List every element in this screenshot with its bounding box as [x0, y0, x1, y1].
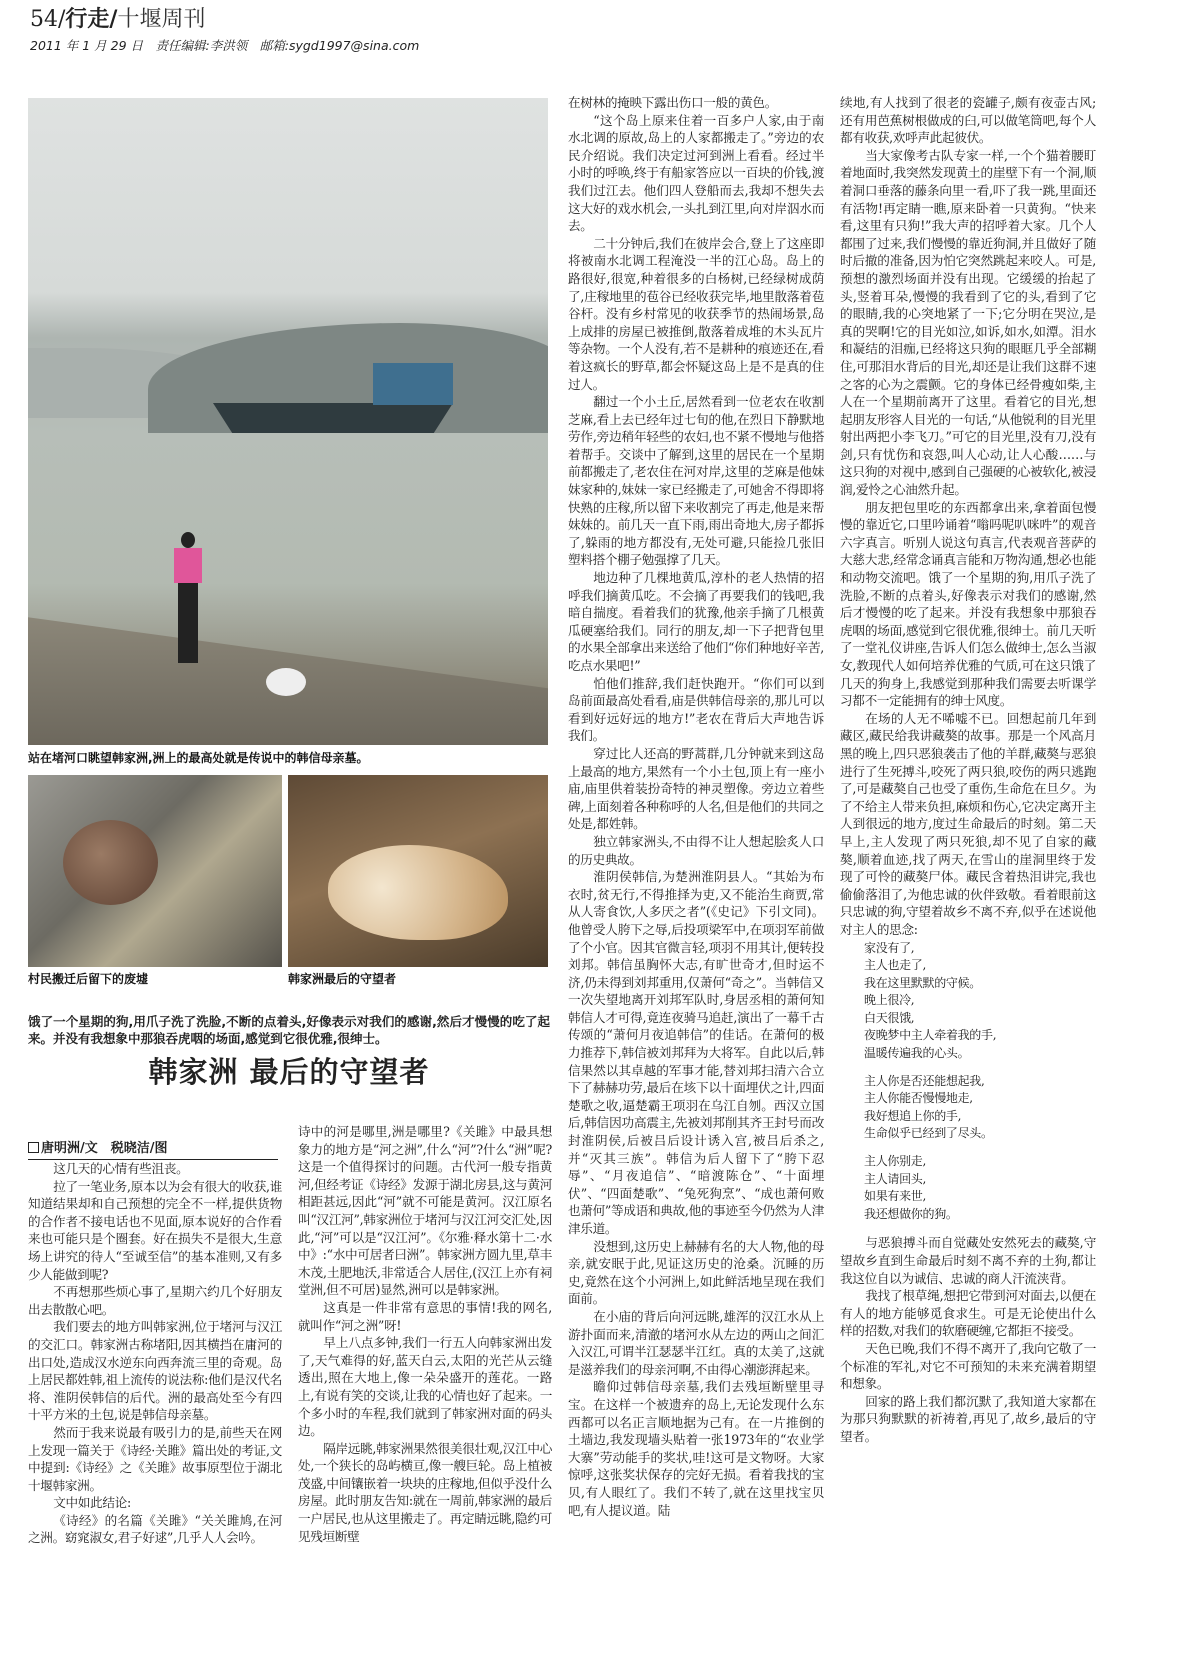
dog-photo [288, 775, 548, 967]
paragraph: 《诗经》的名篇《关雎》“关关雎鸠,在河之洲。窈窕淑女,君子好逑”,几乎人人会吟。 [28, 1512, 282, 1546]
paragraph: 然而于我来说最有吸引力的是,前些天在网上发现一篇关于《诗经·关雎》篇出处的考证,文中提到:《诗经》之《关雎》故事原型位于湖北十堰韩家洲。 [28, 1424, 282, 1493]
paragraph: 与恶狼搏斗而自觉藏处安然死去的藏獒,守望故乡直到生命最后时刻不离不弃的土狗,都让我这位自以为诚信、忠诚的商人汗流浃背。 [840, 1235, 1096, 1286]
column-3 [568, 94, 824, 1519]
paragraph: 二十分钟后,我们在彼岸会合,登上了这座即将被南水北调工程淹没一半的江心岛。岛上的路很好,很宽,种着很多的白杨树,已经绿树成荫了,庄稼地里的苞谷已经收获完毕,地里散落着苞谷杆。没有乡村常见的收获季节的热闹场景,岛上成排的房屋已被推倒,散落着成堆的木头瓦片等杂物。一个人没有,若不是耕种的痕迹还在,看着这疯长的野草,都会怀疑这岛上是不是真的住过人。 [568, 235, 824, 392]
paragraph: “这个岛上原来住着一百多户人家,由于南水北调的原故,岛上的人家都搬走了。”旁边的农民介绍说。我们决定过河到洲上看看。经过半小时的呼唤,终于有船家答应以一百块的价钱,渡我们过江去。他们四人登船而去,我却不想失去这大好的戏水机会,一头扎到江里,向对岸泅水而去。 [568, 112, 824, 234]
poem-line: 温暖传遍我的心头。 [864, 1046, 970, 1061]
paragraph: 翻过一个小土丘,居然看到一位老农在收割芝麻,看上去已经年过七旬的他,在烈日下静默地劳作,旁边稍年轻些的农妇,也不紧不慢地与他搭着帮手。交谈中了解到,这里的居民在一个星期前都搬走了,老农住在河对岸,这里的芝麻是他妹妹家种的,妹妹一家已经搬走了,可她舍不得即将快熟的庄稼,所以留下来收割完了再走,他是来帮妹妹的。前几天一直下雨,雨出奇地大,房子都拆了,躲雨的地方都没有,无处可避,只能捡几张旧塑料搭个棚子勉强撑了几天。 [568, 394, 824, 568]
poem-line: 家没有了, [864, 940, 915, 955]
byline-box-icon [28, 1142, 39, 1153]
section-name: 行走 [65, 6, 110, 32]
paragraph: 怕他们推辞,我们赶快跑开。“你们可以到岛前面最高处看看,庙是供韩信母亲的,那儿可以看到好远好远的地方!”老农在背后大声地告诉我们。 [568, 675, 824, 744]
ruins-caption: 村民搬迁后留下的废墟 [28, 972, 149, 986]
page-header [30, 2, 205, 33]
poem-line: 主人请回头, [864, 1171, 927, 1186]
paragraph: 在小庙的背后向河远眺,雄浑的汉江水从上游扑面而来,清澈的堵河水从左边的两山之间汇入汉江,可谓半江瑟瑟半江红。真的太美了,这就是滋养我们的母亲河啊,不由得心潮澎湃起来。 [568, 1308, 824, 1377]
poem-line: 我在这里默默的守候。 [864, 975, 982, 990]
poem-line: 主人你别走, [864, 1154, 927, 1169]
paragraph: 瞻仰过韩信母亲墓,我们去残垣断壁里寻宝。在这样一个被遗弃的岛上,无论发现什么东西都可以名正言顺地据为己有。在一片推倒的土墙边,我发现墙头贴着一张1973年的“农业学大寨”劳动能手的奖状,哇!这可是文物呀。大家惊呼,这张奖状保存的完好无损。看着我找的宝贝,有人眼红了。我们不转了,就在这里找宝贝吧,有人提议道。陆 [568, 1379, 824, 1518]
byline-text: 唐明洲/文 税晓洁/图 [41, 1141, 168, 1156]
paragraph: 续地,有人找到了很老的瓷罐子,颇有夜壶古风;还有用芭蕉树根做成的臼,可以做笔筒吧,每个人都有收获,欢呼声此起彼伏。 [840, 95, 1096, 146]
boat-cabin [373, 363, 453, 405]
separator: / [109, 6, 118, 32]
paragraph: 这几天的心情有些沮丧。 [53, 1161, 189, 1176]
paragraph: 不再想那些烦心事了,星期六约几个好朋友出去散散心吧。 [28, 1284, 282, 1317]
poem [864, 940, 1096, 1234]
article-lead: 饿了一个星期的狗,用爪子洗了洗脸,不断的点着头,好像表示对我们的感谢,然后才慢慢的吃了起来。并没有我想象中那狼吞虎咽的场面,感觉到它很优雅,很绅士。 [28, 1014, 550, 1046]
poem-line: 我还想做你的狗。 [864, 1206, 958, 1221]
boat [213, 403, 453, 433]
paragraph: 诗中的河是哪里,洲是哪里?《关雎》中最具想象力的地方是“河之洲”,什么“河”?什么“洲”呢?这是一个值得探讨的问题。古代河一般专指黄河,但经考证《诗经》发源于湖北房县,这与黄河相距甚远,因此“河”就不可能是黄河。汉江原名叫“汉江河”,韩家洲位于堵河与汉江河交汇处,因此,“河”可以是“汉江河”。《尔雅·释水第十二·水中》:“水中可居者曰洲”。韩家洲方圆九里,草丰木茂,土肥地沃,非常适合人居住,(汉江上亦有祠堂洲,但不可居)显然,洲可以是韩家洲。 [298, 1124, 552, 1298]
publication-name: 十堰周刊 [117, 7, 206, 32]
paragraph: 独立韩家洲头,不由得不让人想起脍炙人口的历史典故。 [568, 833, 824, 867]
paragraph: 地边种了几棵地黄瓜,淳朴的老人热情的招呼我们摘黄瓜吃。不会摘了再要我们的钱吧,我暗自揣度。看着我们的犹豫,他亲手摘了几根黄瓜硬塞给我们。同行的朋友,却一下子把背包里的水果全部拿出来送给了他们“你们种地好辛苦,吃点水果吧!” [568, 570, 824, 673]
river-photo [28, 98, 548, 745]
poem-line: 主人也走了, [864, 958, 927, 973]
column-2 [298, 1123, 552, 1545]
small-dog [266, 668, 306, 696]
poem-line: 主人你能否慢慢地走, [864, 1091, 973, 1106]
poem-line: 夜晚梦中主人牵着我的手, [864, 1028, 997, 1043]
paragraph: 回家的路上我们都沉默了,我知道大家都在为那只狗默默的祈祷着,再见了,故乡,最后的守望者。 [840, 1393, 1096, 1444]
paragraph: 我找了根草绳,想把它带到河对面去,以便在有人的地方能够觅食求生。可是无论使出什么样的招数,对我们的软磨硬缠,它都拒不接受。 [840, 1288, 1096, 1339]
paragraph: 文中如此结论: [53, 1495, 131, 1511]
poem-line: 白天很饿, [864, 1010, 915, 1025]
poem-line: 主人你是否还能想起我, [864, 1073, 985, 1088]
dog-caption: 韩家洲最后的守望者 [288, 972, 397, 986]
paragraph: 没想到,这历史上赫赫有名的大人物,他的母亲,就安眠于此,见证这历史的沧桑。沉睡的历史,竟然在这个小河洲上,如此鲜活地呈现在我们面前。 [568, 1238, 824, 1307]
paragraph: 拉了一笔业务,原本以为会有很大的收获,谁知道结果却和自己预想的完全不一样,提供货物的合作者不接电话也不见面,原本说好的合作看来也可能只是个圈套。好在损失不是很大,生意场上讲究的待人“至诚至信”的基本准则,又有多少人能做到呢? [28, 1178, 282, 1282]
paragraph: 这真是一件非常有意思的事情!我的网名,就叫作“河之洲”呀! [298, 1299, 552, 1333]
article-title: 韩家洲 最后的守望者 [148, 1055, 430, 1089]
paragraph: 我们要去的地方叫韩家洲,位于堵河与汉江的交汇口。韩家洲古称堵阳,因其横挡在庸河的出口处,造成汉水逆东向西奔流三里的奇观。岛上居民都姓韩,祖上流传的说法称:他们是汉代名将、淮阴侯韩信的后代。洲的最高处至今有四十平方米的土包,说是韩信母亲墓。 [28, 1319, 282, 1423]
column-4 [840, 94, 1096, 1446]
paragraph: 当大家像考古队专家一样,一个个猫着腰盯着地面时,我突然发现黄土的崖壁下有一个洞,顺着洞口垂落的藤条向里一看,吓了我一跳,里面还有活物!再定睛一瞧,原来卧着一只黄狗。“快来看,这里有只狗!”我大声的招呼着大家。几个人都围了过来,我们慢慢的靠近狗洞,并且做好了随时后撤的准备,因为怕它突然跳起来咬人。可是,预想的激烈场面并没有出现。它缓缓的抬起了头,竖着耳朵,慢慢的我看到了它的头,看到了它的眼睛,我的心突地紧了一下;它分明在哭泣,是真的哭啊!它的目光如泣,如诉,如水,如潭。泪水和凝结的泪痂,已经将这只狗的眼眶几乎全部糊住,可那泪水背后的目光,却还是让我们这群不速之客的心为之震颤。它的身体已经骨瘦如柴,主人在一个星期前离开了这里。看着它的目光,想起朋友形容人目光的一句话,“从他锐利的目光里射出两把小李飞刀。”可它的目光里,没有刀,没有剑,只有忧伤和哀怨,叫人心动,让人心酸……与这只狗的对视中,感到自己强硬的心被软化,被浸润,爱怜之心油然升起。 [840, 147, 1096, 498]
paragraph: 早上八点多钟,我们一行五人向韩家洲出发了,天气难得的好,蓝天白云,太阳的光芒从云缝透出,照在大地上,像一朵朵盛开的莲花。一路上,有说有笑的交谈,让我的心情也好了起来。一个多小时的车程,我们就到了韩家洲对面的码头边。 [298, 1335, 552, 1439]
paragraph: 淮阴侯韩信,为楚洲淮阴县人。“其始为布衣时,贫无行,不得推择为吏,又不能治生商贾,常从人寄食饮,人多厌之者”(《史记》下引文同)。他曾受人胯下之辱,后投项梁军中,在项羽军前做了个小官。因其官微言轻,项羽不用其计,便转投刘邦。韩信虽胸怀大志,有旷世奇才,但时运不济,仍未得到刘邦重用,仅萧何“奇之”。当韩信又一次失望地离开刘邦军队时,身居丞相的萧何知韩信人才可得,竟连夜骑马追赶,演出了一幕千古传颂的“萧何月夜追韩信”的佳话。在萧何的极力推荐下,韩信被刘邦拜为大将军。自此以后,韩信果然以其卓越的军事才能,替刘邦扫清六合立下了赫赫功劳,最后在垓下以十面埋伏之计,四面楚歌之收,逼楚霸王项羽在乌江自刎。西汉立国后,韩信因功高震主,先被刘邦削其齐王封号而改封淮阴侯,后被吕后设计诱入宫,被吕后杀之,并“灭其三族”。韩信为后人留下了“胯下忍辱”、“月夜追信”、“暗渡陈仓”、“十面埋伏”、“四面楚歌”、“兔死狗烹”、“成也萧何败也萧何”等成语和典故,他的事迹至今仍然为人津津乐道。 [568, 869, 824, 1236]
dog [328, 845, 508, 940]
paragraph: 在树林的掩映下露出伤口一般的黄色。 [568, 95, 777, 110]
poem-line: 我好想追上你的手, [864, 1108, 962, 1123]
person-figure [174, 538, 202, 668]
paragraph: 隔岸远眺,韩家洲果然很美很壮观,汉江中心处,一个狭长的岛屿横亘,像一艘巨轮。岛上植被茂盛,中间镶嵌着一块块的庄稼地,但似乎没什么房屋。此时朋友告知:就在一周前,韩家洲的最后一户居民,也从这里搬走了。再定睛远眺,隐约可见残垣断壁 [298, 1440, 552, 1544]
paragraph: 天色已晚,我们不得不离开了,我向它敬了一个标准的军礼,对它不可预知的未来充满着期望和想象。 [840, 1340, 1096, 1392]
page-number: 54/ [30, 7, 66, 32]
paragraph: 穿过比人还高的野蒿群,几分钟就来到这岛上最高的地方,果然有一个小土包,顶上有一座小庙,庙里供着装扮奇特的神灵塑像。旁边立着些碑,上面刻着各种称呼的人名,但是他们的共同之处是,都姓韩。 [568, 745, 824, 832]
paragraph: 在场的人无不唏嘘不已。回想起前几年到藏区,藏民给我讲藏獒的故事。那是一个风高月黑的晚上,四只恶狼袭击了他的羊群,藏獒与恶狼进行了生死搏斗,咬死了两只狼,咬伤的两只逃跑了,可是藏獒自己也受了重伤,生命危在旦夕。为了不给主人带来负担,麻烦和伤心,它决定离开主人到很远的地方,度过生命最后的时刻。第二天早上,主人发现了两只死狼,却不见了自家的藏獒,顺着血迹,找了两天,在雪山的崖洞里终于发现了可怜的藏獒尸体。藏民含着热泪讲完,我也偷偷落泪了,为他忠诚的伙伴致敬。看着眼前这只忠诚的狗,守望着故乡不离不弃,似乎在述说他对主人的思念: [840, 710, 1096, 937]
poem-line: 生命似乎已经到了尽头。 [864, 1126, 993, 1141]
clay-pot [63, 820, 158, 905]
ruins-photo [28, 775, 282, 967]
main-photo-caption: 站在堵河口眺望韩家洲,洲上的最高处就是传说中的韩信母亲墓。 [28, 751, 369, 765]
byline [28, 1137, 278, 1160]
date-editor-line: 2011 年 1 月 29 日 责任编辑:李洪领 邮箱:sygd1997@sina.com [30, 38, 420, 53]
poem-line: 如果有来世, [864, 1189, 927, 1204]
poem-line: 晚上很冷, [864, 993, 915, 1008]
paragraph: 朋友把包里吃的东西都拿出来,拿着面包慢慢的靠近它,口里吟诵着“嗡吗呢叭咪吽”的观音六字真言。听别人说这句真言,代表观音菩萨的大慈大悲,经常念诵真言能和万物沟通,想必也能和动物交流吧。饿了一个星期的狗,用爪子洗了洗脸,不断的点着头,好像表示对我们的感谢,然后才慢慢的吃了起来。并没有我想象中那狼吞虎咽的场面,感觉到它很优雅,很绅士。前几天听了一堂礼仪讲座,告诉人们怎么做绅士,怎么当淑女,教现代人如何培养优雅的气质,可在这只饿了几天的狗身上,我感觉到那种我们需要去听课学习都不一定能拥有的绅士风度。 [840, 499, 1096, 709]
column-1 [28, 1160, 282, 1547]
